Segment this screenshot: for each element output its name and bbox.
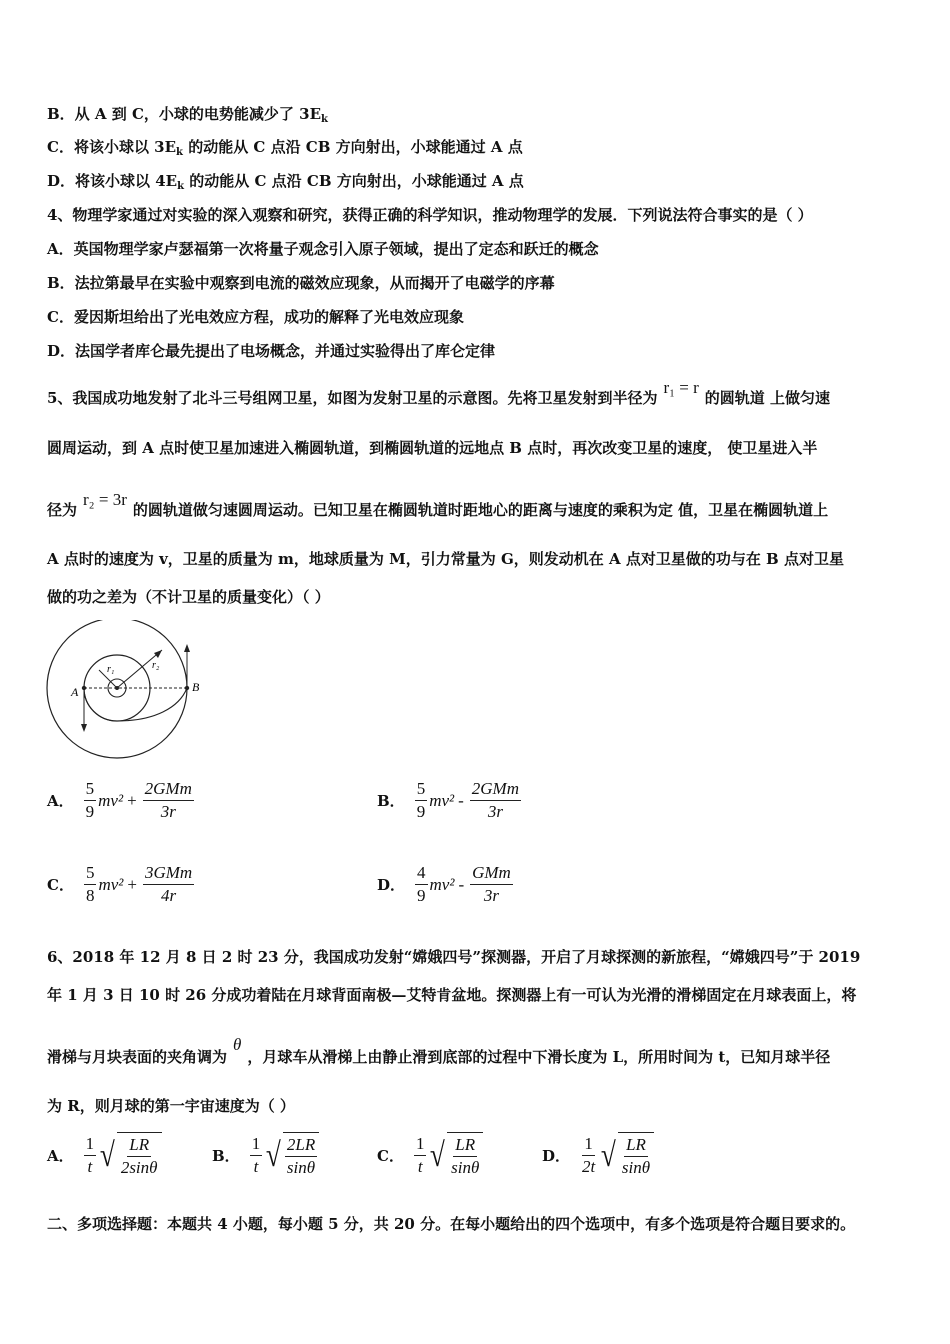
q6-option-b: B． $\frac{1}{t}$ √ $\frac{2LR}{\sin\theta}$ (212, 1132, 319, 1179)
q5-line-2: 圆周运动，到 A 点时使卫星加速进入椭圆轨道，到椭圆轨道的远地点 B 点时，再次改变卫星的速度， 使卫星进入半 (47, 439, 818, 457)
label-b: B (192, 680, 200, 694)
q5-line-1: 5、我国成功地发射了北斗三号组网卫星，如图为发射卫星的示意图。先将卫星发射到半径为r₁ = r的圆轨道 上做匀速 (47, 378, 831, 407)
point-b (185, 686, 189, 690)
q5-line-3: 径为r₂ = 3r的圆轨道做匀速圆周运动。已知卫星在椭圆轨道时距地心的距离与速度的乘积为定 值，卫星在椭圆轨道上 (47, 490, 829, 519)
q4-option-a: A．英国物理学家卢瑟福第一次将量子观念引入原子领域，提出了定态和跃迁的概念 (47, 240, 599, 258)
q6-option-c: C． $\frac{1}{t}$ √ $\frac{LR}{\sin\theta}$ (377, 1132, 483, 1179)
label-r2: r₂ (152, 660, 160, 671)
ellipse-orbit (84, 688, 187, 721)
q6-line-1: 6、2018 年 12 月 8 日 2 时 23 分，我国成功发射“嫦娥四号”探测器，开启了月球探测的新旅程，“嫦娥四号”于 2019 (47, 948, 861, 966)
q5-line-5: 做的功之差为（不计卫星的质量变化）（ ） (47, 588, 330, 606)
label-r1: r₁ (107, 664, 115, 675)
q5-line-4: A 点时的速度为 v，卫星的质量为 m，地球质量为 M，引力常量为 G，则发动机在 A 点对卫星做的功与在 B 点对卫星 (47, 550, 844, 568)
q4-option-c: C．爱因斯坦给出了光电效应方程，成功的解释了光电效应现象 (47, 308, 464, 326)
q6-line-2: 年 1 月 3 日 10 时 26 分成功着陆在月球背面南极—艾特肯盆地。探测器上有一可认为光滑的滑梯固定在月球表面上，将 (47, 986, 857, 1004)
orbit-diagram (44, 620, 204, 760)
section-2-heading: 二、多项选择题：本题共 4 小题，每小题 5 分，共 20 分。在每小题给出的四个选项中，有多个选项是符合题目要求的。 (47, 1215, 856, 1233)
q6-option-d: D． $\frac{1}{2t}$ √ $\frac{LR}{\sin\theta}$ (542, 1132, 654, 1179)
q5-option-c: C． $\frac{5}{8}$ mv² + $\frac{\text{3GMm}}{4r}$ (47, 863, 193, 905)
point-a (82, 686, 86, 690)
velocity-b-arrow (184, 644, 190, 652)
q6-option-a: A． $\frac{1}{t}$ √ $\frac{LR}{2\sin\theta}$ (47, 1132, 162, 1179)
q5-option-d: D． $\frac{4}{9}$ mv² - $\frac{\text{GMm}}{3r}$ (377, 863, 511, 905)
q3-option-b: B．从 A 到 C，小球的电势能减少了 $3E_k$ (47, 105, 328, 125)
q5-option-b: B． $\frac{5}{9}$ mv² - $\frac{\text{2GMm}}{3r}$ (377, 779, 519, 821)
velocity-a-arrow (81, 724, 87, 732)
q3-option-d: D．将该小球以 $4E_k$ 的动能从 C 点沿 CB 方向射出，小球能通过 A 点 (47, 172, 524, 192)
q4-option-d: D．法国学者库仑最先提出了电场概念，并通过实验得出了库仑定律 (47, 342, 496, 360)
q5-option-a: A． $\frac{5}{9}$ mv² + $\frac{\text{2GMm}}{3r}$ (47, 779, 192, 821)
q4-stem: 4、物理学家通过对实验的深入观察和研究，获得正确的科学知识，推动物理学的发展．下列说法符合事实的是（ ） (47, 206, 813, 224)
q4-option-b: B．法拉第最早在实验中观察到电流的磁效应现象，从而揭开了电磁学的序幕 (47, 274, 555, 292)
q3-option-c: C．将该小球以 $3E_k$ 的动能从 C 点沿 CB 方向射出，小球能通过 A 点 (47, 138, 523, 158)
q6-line-3: 滑梯与月块表面的夹角调为θ，月球车从滑梯上由静止滑到底部的过程中下滑长度为 L，所用时间为 t，已知月球半径 (47, 1035, 831, 1066)
q6-line-4: 为 R，则月球的第一宇宙速度为（ ） (47, 1097, 295, 1115)
r2-arrowhead (154, 650, 162, 658)
label-a: A (71, 685, 79, 699)
